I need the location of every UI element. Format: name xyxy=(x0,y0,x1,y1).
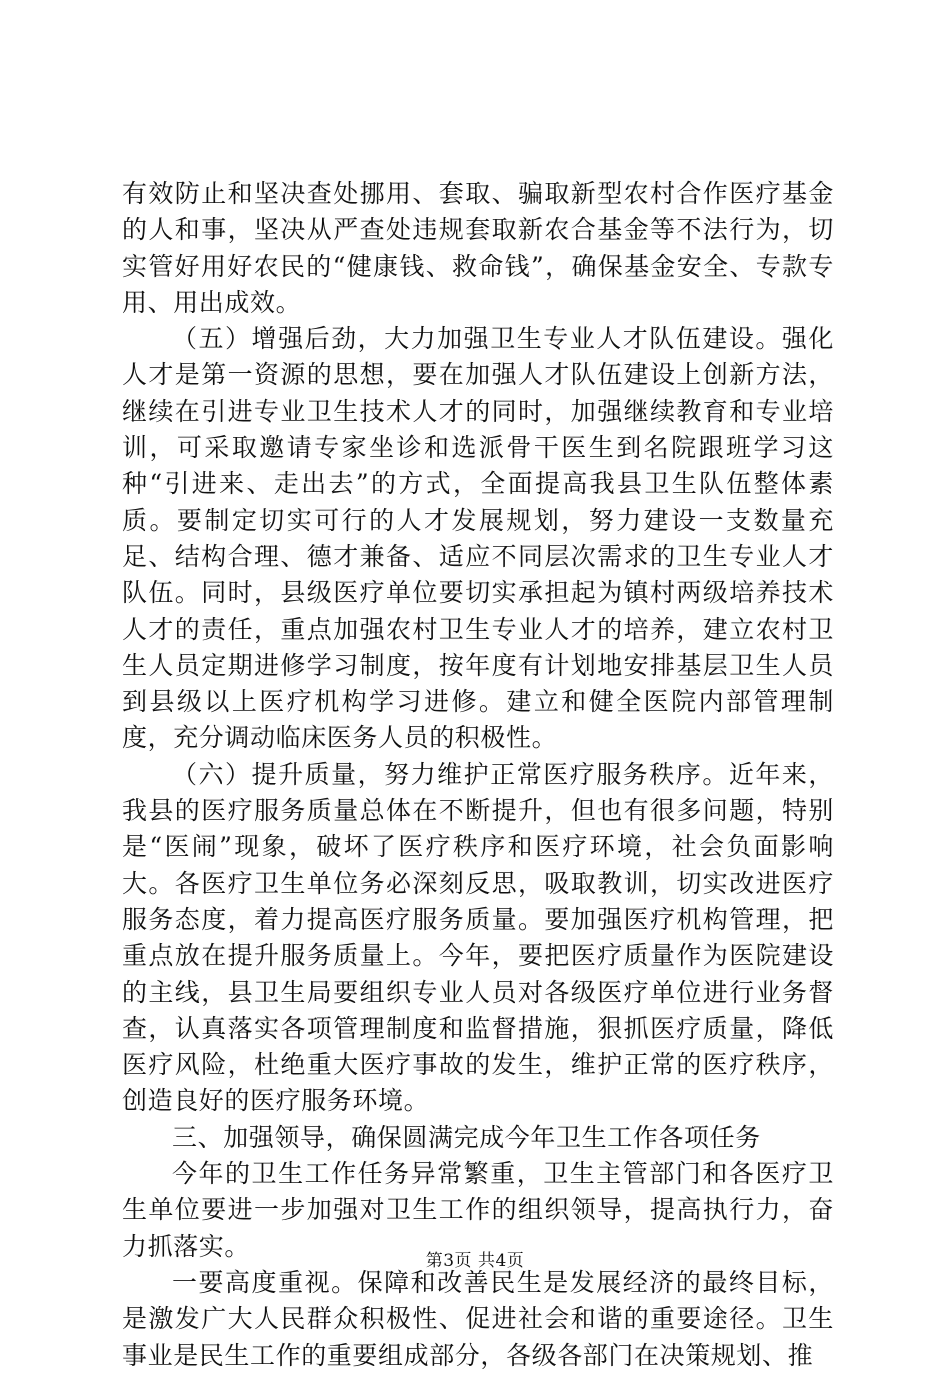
section-heading-leadership: 三、加强领导，确保圆满完成今年卫生工作各项任务 xyxy=(172,1122,761,1152)
paragraph-talent-team: （五）增强后劲，大力加强卫生专业人才队伍建设。强化人才是第一资源的思想，要在加强人才队伍建设上创新方法，继续在引进专业卫生技术人才的同时，加强继续教育和专业培训，可采取邀请专家坐诊和选派骨干医生到名院跟班学习这种“引进来、走出去”的方式，全面提高我县卫生队伍整体素质。要制定切实可行的人才发展规划，努力建设一支数量充足、结构合理、德才兼备、适应不同层次需求的卫生专业人才队伍。同时，县级医疗单位要切实承担起为镇村两级培养技术人才的责任，重点加强农村卫生专业人才的培养，建立农村卫生人员定期进修学习制度，按年度有计划地安排基层卫生人员到县级以上医疗机构学习进修。建立和健全医院内部管理制度，充分调动临床医务人员的积极性。 xyxy=(122,324,834,753)
page-footer xyxy=(0,1250,950,1272)
paragraph-high-priority: 一要高度重视。保障和改善民生是发展经济的最终目标，是激发广大人民群众积极性、促进社会和谐的重要途径。卫生事业是民生工作的重要组成部分，各级各部门在决策规划、推 xyxy=(122,1267,834,1370)
paragraph-service-quality: （六）提升质量，努力维护正常医疗服务秩序。近年来，我县的医疗服务质量总体在不断提升，但也有很多问题，特别是“医闹”现象，破坏了医疗秩序和医疗环境，社会负面影响大。各医疗卫生单位务必深刻反思，吸取教训，切实改进医疗服务态度，着力提高医疗服务质量。要加强医疗机构管理，把重点放在提升服务质量上。今年，要把医疗质量作为医院建设的主线，县卫生局要组织专业人员对各级医疗单位进行业务督查，认真落实各项管理制度和监督措施，狠抓医疗质量，降低医疗风险，杜绝重大医疗事故的发生，维护正常的医疗秩序，创造良好的医疗服务环境。 xyxy=(122,759,834,1116)
body-text xyxy=(122,176,834,1374)
page-number-label: 第3页 共4页 xyxy=(425,1251,525,1271)
paragraph-tasks-intro: 今年的卫生工作任务异常繁重，卫生主管部门和各医疗卫生单位要进一步加强对卫生工作的组织领导，提高执行力，奋力抓落实。 xyxy=(122,1159,834,1261)
paragraph-fund-supervision: 有效防止和坚决查处挪用、套取、骗取新型农村合作医疗基金的人和事，坚决从严查处违规套取新农合基金等不法行为，切实管好用好农民的“健康钱、救命钱”，确保基金安全、专款专用、用出成效。 xyxy=(122,179,834,317)
